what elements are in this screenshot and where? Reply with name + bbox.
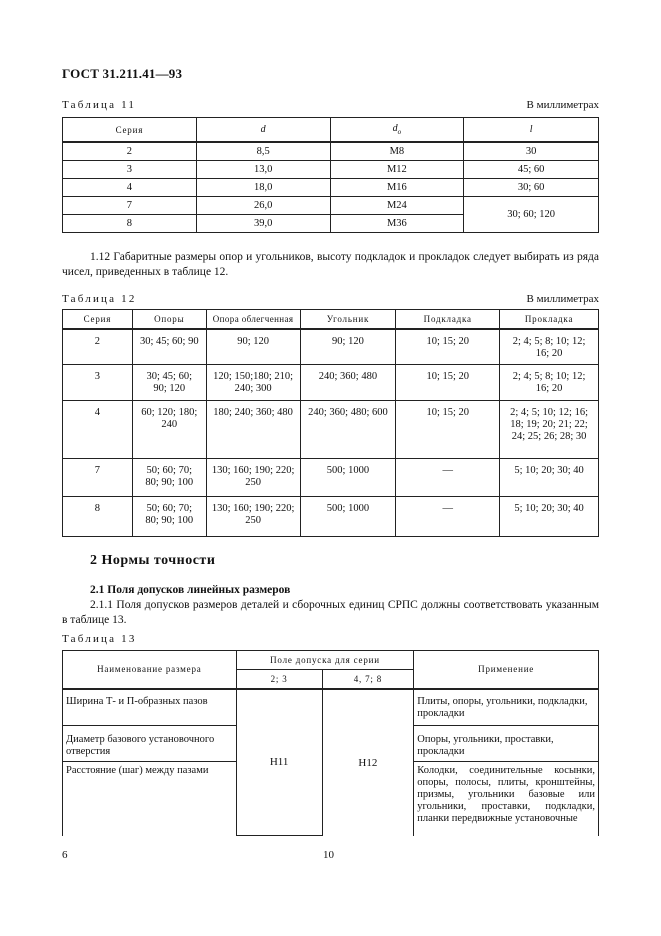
table-cell: 8 <box>63 496 133 536</box>
table-cell: 45; 60 <box>464 161 599 179</box>
table13-application-cell: Плиты, опоры, угольники, подкладки, прокладки <box>414 689 599 726</box>
table-cell: 130; 160; 190; 220; 250 <box>206 496 300 536</box>
table-cell: 26,0 <box>196 197 330 215</box>
table-cell: M12 <box>330 161 464 179</box>
table-cell: 5; 10; 20; 30; 40 <box>500 496 599 536</box>
table12-header: Угольник <box>300 310 396 330</box>
table-11 <box>62 117 599 233</box>
table13-header-group: Поле допуска для серии <box>236 651 414 670</box>
table-cell: 2; 4; 5; 10; 12; 16; 18; 19; 20; 21; 22; 24; 25; 26; 28; 30 <box>500 400 599 458</box>
table-cell: 10; 15; 20 <box>396 400 500 458</box>
table-cell: 2 <box>63 329 133 364</box>
table-cell: — <box>396 458 500 496</box>
table-cell: 10; 15; 20 <box>396 364 500 400</box>
section-heading: 2 Нормы точности <box>90 553 216 568</box>
table-cell: 3 <box>63 161 197 179</box>
table-cell: 240; 360; 480 <box>300 364 396 400</box>
table-cell: 30; 45; 60; 90 <box>132 329 206 364</box>
table-cell: 500; 1000 <box>300 458 396 496</box>
table-cell: 120; 150;180; 210; 240; 300 <box>206 364 300 400</box>
table-cell: M24 <box>330 197 464 215</box>
table12-header: Прокладка <box>500 310 599 330</box>
page-number-center: 10 <box>323 849 334 861</box>
table13-application-cell: Колодки, соединительные косынки, опоры, полосы, плиты, кронштейны, призмы, угольники базовые или угольники, проставки, подкладки, планки передвижные установочные <box>414 762 599 836</box>
table13-header-series-2-3: 2; 3 <box>236 670 322 689</box>
table-cell: 30; 45; 60; 90; 120 <box>132 364 206 400</box>
subsection-heading: 2.1 Поля допусков линейных размеров <box>90 584 291 596</box>
table-cell: — <box>396 496 500 536</box>
table-cell: 30; 60; 120 <box>464 197 599 233</box>
table11-header-l: l <box>464 118 599 143</box>
table-cell: 30; 60 <box>464 179 599 197</box>
table11-caption: Таблица 11 <box>62 99 137 111</box>
table-cell: 5; 10; 20; 30; 40 <box>500 458 599 496</box>
table12-unit: В миллиметрах <box>526 293 599 305</box>
table12-header: Подкладка <box>396 310 500 330</box>
paragraph-1-12: 1.12 Габаритные размеры опор и угольников, высоту подкладок и прокладок следует выбирать из ряда чисел, приведенных в таблице 12. <box>62 251 599 278</box>
table12-caption: Таблица 12 <box>62 293 137 305</box>
table13-application-cell: Опоры, угольники, проставки, прокладки <box>414 726 599 762</box>
table-cell: 39,0 <box>196 215 330 233</box>
table-cell: 4 <box>63 179 197 197</box>
table13-name-cell: Ширина Т- и П-образных пазов <box>63 689 237 726</box>
table12-header: Опоры <box>132 310 206 330</box>
table-cell: 60; 120; 180; 240 <box>132 400 206 458</box>
table-cell: 30 <box>464 142 599 161</box>
table-cell: 7 <box>63 458 133 496</box>
table11-header-d0-sub: o <box>397 128 402 136</box>
table-cell: 2 <box>63 142 197 161</box>
table-cell: 240; 360; 480; 600 <box>300 400 396 458</box>
table-cell: 4 <box>63 400 133 458</box>
table13-header-series-4-7-8: 4, 7; 8 <box>322 670 414 689</box>
table11-header-d0 <box>330 118 464 143</box>
table13-header-application: Применение <box>414 651 599 689</box>
table-13 <box>62 650 599 836</box>
table11-header-d: d <box>196 118 330 143</box>
table-cell: 2; 4; 5; 8; 10; 12; 16; 20 <box>500 364 599 400</box>
table-cell: 7 <box>63 197 197 215</box>
table11-header-d0-main: d <box>392 123 398 134</box>
document-title: ГОСТ 31.211.41—93 <box>62 66 183 81</box>
table-cell: 50; 60; 70; 80; 90; 100 <box>132 496 206 536</box>
table12-header: Опора облегченная <box>206 310 300 330</box>
page-number-left: 6 <box>62 849 68 861</box>
table13-tolerance-cell: H12 <box>322 689 414 836</box>
paragraph-2-1-1: 2.1.1 Поля допусков размеров деталей и сборочных единиц СРПС должны соответствовать указанным в таблице 13. <box>62 599 599 626</box>
table-cell: 90; 120 <box>300 329 396 364</box>
table-cell: M16 <box>330 179 464 197</box>
table-cell: M36 <box>330 215 464 233</box>
table13-name-cell: Расстояние (шаг) между пазами <box>63 762 237 836</box>
table13-tolerance-cell: H11 <box>236 689 322 836</box>
table13-name-cell: Диаметр базового установочного отверстия <box>63 726 237 762</box>
table-12 <box>62 309 599 537</box>
table-cell: 90; 120 <box>206 329 300 364</box>
table-cell: 50; 60; 70; 80; 90; 100 <box>132 458 206 496</box>
table-cell: 130; 160; 190; 220; 250 <box>206 458 300 496</box>
table11-header-series: Серия <box>63 118 197 143</box>
table-cell: 18,0 <box>196 179 330 197</box>
table-cell: 10; 15; 20 <box>396 329 500 364</box>
table-cell: M8 <box>330 142 464 161</box>
table11-unit: В миллиметрах <box>526 99 599 111</box>
table-cell: 13,0 <box>196 161 330 179</box>
table-cell: 2; 4; 5; 8; 10; 12; 16; 20 <box>500 329 599 364</box>
table-cell: 8 <box>63 215 197 233</box>
table-cell: 3 <box>63 364 133 400</box>
table-cell: 8,5 <box>196 142 330 161</box>
table12-header: Серия <box>63 310 133 330</box>
table13-caption: Таблица 13 <box>62 633 137 645</box>
table-cell: 500; 1000 <box>300 496 396 536</box>
table13-header-name: Наименование размера <box>63 651 237 689</box>
table-cell: 180; 240; 360; 480 <box>206 400 300 458</box>
